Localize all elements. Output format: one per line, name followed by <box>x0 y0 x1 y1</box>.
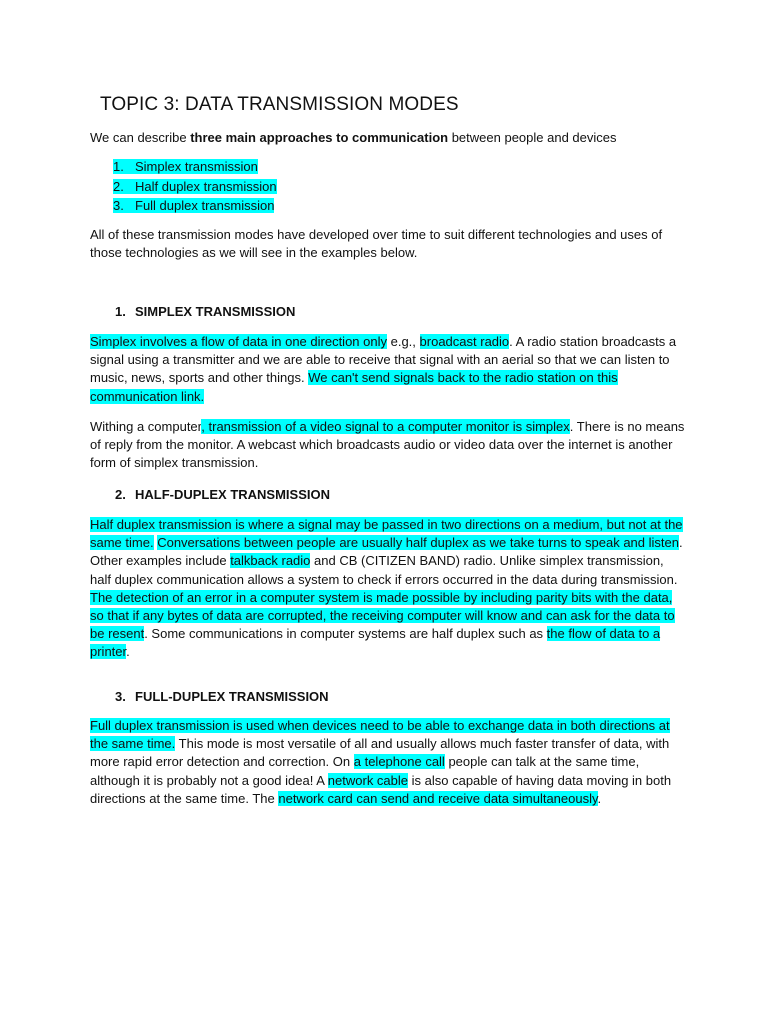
body-text: . Other examples include <box>90 535 683 569</box>
heading-number: 2. <box>115 487 126 502</box>
intro-paragraph <box>90 129 686 147</box>
highlight-text: , transmission of a video signal to a computer monitor is simplex <box>201 419 570 434</box>
intro-bold-text: three main approaches to communication <box>190 130 449 145</box>
intro-text: We can describe <box>90 130 191 145</box>
list-number: 2. <box>113 178 124 194</box>
highlight-text: The detection of an error in a computer system is made possible by including parity bits with the data, so that if any bytes of data are corrupted, the receiving computer will know and can ask for the data to be resent <box>90 589 675 642</box>
list-number: 3. <box>113 198 124 213</box>
highlight-text: talkback radio <box>230 553 311 569</box>
body-text: . A radio station broadcasts a signal using a transmitter and we are able to receive that signal with an aerial so that we can listen to music, news, sports and other things. <box>90 334 677 386</box>
body-text: is also capable of having data moving in both directions at the same time. The <box>90 772 672 806</box>
highlight-text: a telephone call <box>353 754 445 770</box>
body-text: . <box>597 790 602 806</box>
list-label: Simplex transmission <box>135 159 258 174</box>
list-item <box>113 197 277 217</box>
body-text: people can talk at the same time, although it is probably not a good idea! A <box>90 754 640 788</box>
simplex-paragraph-2 <box>90 418 686 473</box>
heading-number: 3. <box>115 689 126 704</box>
body-text: and CB (CITIZEN BAND) radio. Unlike simplex transmission, half duplex communication allows a system to check if errors occurred in the data during transmission. <box>90 553 678 587</box>
body-text: Withing a computer <box>90 419 202 434</box>
heading-label: FULL-DUPLEX TRANSMISSION <box>135 689 329 704</box>
body-text: . There is no means of reply from the monitor. A webcast which broadcasts audio or video data over the internet is another form of simplex transmission. <box>90 419 685 471</box>
body-text: e.g., <box>387 334 420 349</box>
overview-paragraph: All of these transmission modes have developed over time to suit different technologies and uses of those technologies as we will see in the examples below. <box>90 227 663 261</box>
heading-number: 1. <box>115 304 126 319</box>
full-duplex-paragraph <box>90 717 686 808</box>
highlight-text: Full duplex transmission is used when devices need to be able to exchange data in both directions at the same time. <box>90 718 670 752</box>
simplex-paragraph-1 <box>90 333 686 406</box>
section-heading-simplex <box>115 303 295 321</box>
body-text: . Some communications in computer systems are half duplex such as <box>144 626 547 642</box>
highlight-text: Conversations between people are usually half duplex as we take turns to speak and listen <box>157 535 679 551</box>
highlight-text: the flow of data to a printer <box>90 626 661 660</box>
list-item <box>113 158 277 178</box>
highlight-text: Half duplex transmission is where a signal may be passed in two directions on a medium, but not at the same time. <box>90 517 683 551</box>
list-item <box>113 178 277 198</box>
list-label: Half duplex transmission <box>135 178 277 194</box>
section-heading-full-duplex <box>115 688 329 706</box>
intro-text-end: between people and devices <box>448 130 617 145</box>
modes-list <box>113 158 277 217</box>
page-title: TOPIC 3: DATA TRANSMISSION MODES <box>100 94 459 115</box>
body-text: . <box>126 644 130 660</box>
highlight-text: network cable <box>327 772 409 788</box>
list-label: Full duplex transmission <box>135 198 275 213</box>
highlight-text: network card can send and receive data simultaneously <box>278 790 598 806</box>
heading-label: SIMPLEX TRANSMISSION <box>135 304 296 319</box>
body-text: This mode is most versatile of all and usually allows much faster transfer of data, with more rapid error detection and correction. On <box>90 736 670 770</box>
heading-label: HALF-DUPLEX TRANSMISSION <box>135 487 330 502</box>
list-number: 1. <box>113 159 124 174</box>
half-duplex-paragraph <box>90 516 686 662</box>
section-heading-half-duplex <box>115 486 330 504</box>
highlight-text: We can't send signals back to the radio station on this communication link. <box>90 370 618 404</box>
highlight-text: Simplex involves a flow of data in one direction only <box>90 334 387 349</box>
highlight-text: broadcast radio <box>419 334 510 349</box>
